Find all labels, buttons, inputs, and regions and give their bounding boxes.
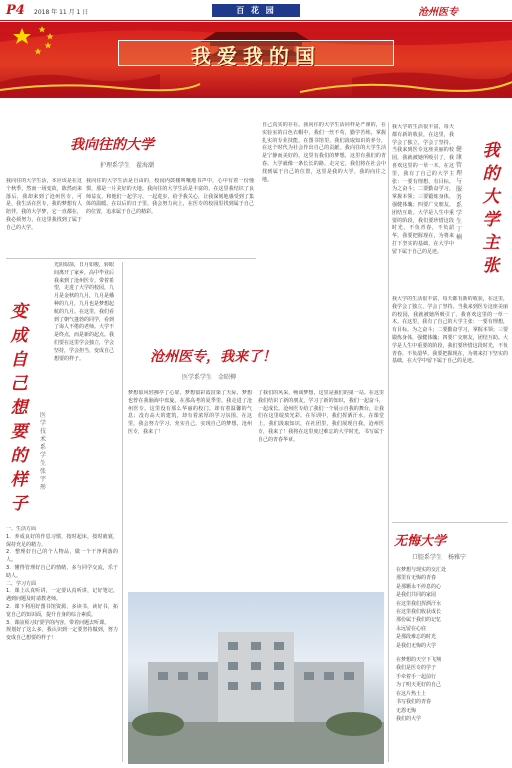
poem-line: 我们是医专的学子 — [396, 665, 437, 672]
section-title: 百 花 园 — [212, 4, 300, 17]
poem-line: 在梦想的天空下飞翔 — [396, 657, 442, 664]
poem-line: 无怨无悔 — [396, 707, 417, 714]
article2-title: 变成自己想要的样子 — [10, 302, 28, 514]
poem-line: 在这里我们收获成长 — [396, 609, 442, 616]
article1-byline: 护理系学生 翟海潮 — [100, 162, 155, 169]
poem-line: 是我们无悔的大学 — [396, 642, 437, 649]
poem-line: 在梦想与现实的交汇处 — [396, 567, 447, 573]
article3-byline: 医学系学生 金昭柳 — [182, 374, 237, 381]
poem-line: 在这片热土上 — [396, 690, 427, 697]
poem-line: 为了明天更好的自己 — [396, 682, 442, 689]
poem — [396, 566, 508, 723]
page-number: P4 — [6, 3, 25, 18]
poem-line: 是我们共同的家园 — [396, 592, 437, 599]
divider — [392, 522, 508, 523]
article4-body: 我大学的生活很丰富，每天都有新的收获，在这里，我学会了独立，学会了坚持。当我来到医专这座美丽的校园，我就被她所吸引了，我喜欢这里的一草一木。在这里，我有了自己的大学主张：一要有理想，有目标，为之奋斗；二要勤奋学习，掌握本领；三要锻炼身体，强健体魄；四要广交朋友，团结互助。大学是人生中重要的阶段，我们要珍惜这段时光，不负青春，不负韶华。我要把握现在，为将来打下坚实的基础，在大学中留下属于自己的足迹。 — [392, 296, 508, 365]
article1-column-2: 我向往的大学生活是自由的，校园内鼓楼叫嚷地书声中，心中有着一份憧憬，那是一片美好的天地。我向往的大学生活是丰富的，在这里我结识了良师益友，和他们一起学习、一起进步，给予我关心，让我深刻地感受到了集体的温暖。在以后的日子里，我会努力向上，在医专的校园里找到属于自己的位置，追求属于自己的精彩。 — [86, 178, 254, 216]
divider — [122, 262, 123, 762]
divider — [6, 258, 256, 259]
article3-column-2: 了我们的风采，畅谈梦想，这里是我们的第一站。在这里我们结识了新的朋友，学习了新的知识，我们一起奋斗，一起成长。沧州医专给了我们一个展示自我的舞台，让我们在这里绽放光彩。在军训中，我们挥洒汗水，在课堂上，我们汲取知识，在社团里，我们展现自我。沧州医专，我来了！我将在这里度过难忘的大学时光，书写属于自己的青春华章。 — [258, 390, 384, 443]
article4-title: 我的大学主张 — [482, 141, 500, 276]
poem-line: 那份属于我们的记忆 — [396, 617, 442, 624]
masthead-logo: 沧州医专 — [418, 7, 458, 18]
poem-line: 永远留在心底 — [396, 625, 427, 632]
poem-line: 那里有无悔的青春 — [396, 575, 437, 582]
poem-line: 在这里我们挥洒汗水 — [396, 600, 442, 607]
poem-line: 是那颗永不停息的心 — [396, 583, 442, 590]
poem-line: 手牵着手一起前行 — [396, 673, 437, 680]
article2-list: 一、生活方面 1．养成良好的作息习惯，按时起床，按时就寝，保持充足的精力。 2．整理好自己的个人物品，做一个干净利落的人。 3．懂得管理好自己的情绪，多与同学交流，乐于助人。 二、学习方面 1．课上认真听讲，一定要认真听讲，记好笔记，遇到问题及时请教老师。 2．课下利用好图书馆资源，多读书，读好书，拓宽自己的知识面，提升自身的综合素质。 3．课前预习好要学的内容，带着问题去听课。 规划好了这么多，我认识到一定要坚持做到，努力变成自己想要的样子！ — [6, 526, 118, 642]
article1-column-3: 自己真实的存在。我向往的大学生活同样是严谨的，在实验室的白色衣帽中，我们一丝不苟，勤学苦练，掌握扎实的专业技能，在图书馆里，我们汲取知识的养分，在这个时代为社会作出自己的贡献。我向往的大学生活是宁静而美好的，这里有我们的梦想，这里有我们的青春。大学就像一条长长的路，走完它，我们将在社会中找到属于自己的位置，这里是我的大学，我的向往之地。 — [262, 122, 386, 183]
article5-title: 无悔大学 — [394, 534, 447, 549]
article1-title: 我向往的大学 — [70, 137, 154, 153]
poem-line: 我们的大学 — [396, 715, 422, 722]
poem-line: 书写我们的青春 — [396, 699, 432, 706]
poem-line: 是那段难忘的时光 — [396, 634, 437, 641]
article3-column-1: 梦想似风轻拂亭了心扉，梦想似彩霞渲染了天际，梦想也曾在我脑海中盘旋。在那高考的夏季里，我走进了沧州医专。这里没有那么华丽的校门，却有着温馨的气息；没有高大的建筑，却有着浓厚的学习氛围。在这里，我会努力学习，充实自己，实现自己的梦想，沧州医专，我来了！ — [128, 390, 252, 435]
article4-byline: 健康管理与服务系学生 丁楠 — [456, 146, 469, 241]
article2-body: 光阴似箭，日月如梭，转眼间离开了家乡，高中毕业后我来到了沧州医专。带着希望，走进了大学的校园，九月是金秋的九月，九月是播种的九月，九月也是梦想起航的九月。在这里，我们看到了朝气蓬勃的同学，看到了诲人不倦的老师。大学不是终点，而是新的起点。我们要在这里学会独立，学会坚持，学会担当，变成自己想要的样子。 — [54, 262, 114, 362]
article3-title: 沧州医专，我来了！ — [150, 349, 276, 365]
article5-byline: 口腔系学生 杨雅宁 — [412, 554, 467, 561]
article1-column-1: 我向往的大学生活，本应该是在这个秋季，然而一场变故，陈然而来落后，我却来到了沧州医专，可是，我生活在医专，我的梦想有人陪伴，我的大学梦，它一直都在，我必须努力，在这里我找到了属于自己的大学。 — [6, 178, 82, 231]
article2-byline: 医学技术系学生 张宇彤 — [40, 412, 53, 491]
article4-intro: 我大学的生活很丰富，每天都有新的收获，在这里，我学会了独立，学会了坚持。当我来到医专这座美丽的校园，我就被她所吸引了，我喜欢这里的一草一木。在这里，我有了自己的大学主张：一要有理想，有目标，为之奋斗；二要勤奋学习，掌握本领；三要锻炼身体，强健体魄；四要广交朋友，团结互助。大学是人生中重要的阶段，我们要珍惜这段时光，不负青春，不负韶华。我要把握现在，为将来打下坚实的基础，在大学中留下属于自己的足迹。 — [392, 124, 454, 255]
header-divider — [0, 20, 512, 21]
issue-date: 2018 年 11 月 1 日 — [34, 9, 89, 16]
banner-title: 我爱我的国 — [191, 44, 321, 68]
divider — [388, 122, 389, 762]
campus-photo — [128, 592, 384, 764]
